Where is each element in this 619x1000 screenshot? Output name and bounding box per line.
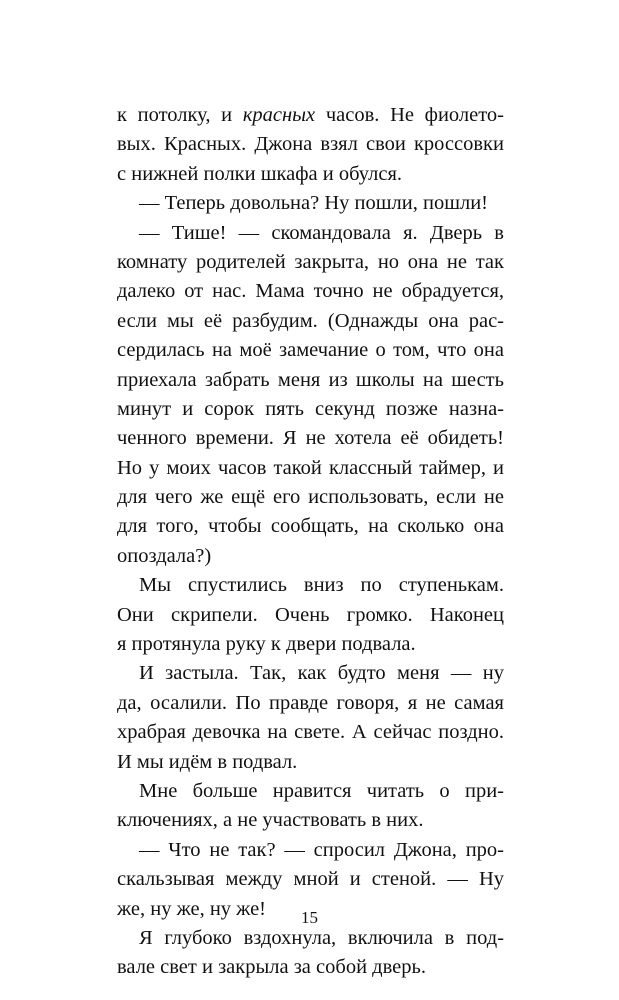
text-line: — Что не так? — спросил Джона, про- — [139, 838, 504, 861]
text-line: приехала забрать меня из школы на шесть — [117, 368, 504, 391]
text-line: Они скрипели. Очень громко. Наконец — [117, 603, 504, 626]
text-line: же, ну же, ну же! — [117, 897, 266, 920]
text-line: вых. Красных. Джона взял свои кроссовки — [117, 133, 504, 156]
text-line: Мне больше нравится читать о при- — [139, 779, 504, 802]
text-line: — Теперь довольна? Ну пошли, пошли! — [139, 192, 489, 215]
text-line: — Тише! — скомандовала я. Дверь в — [139, 221, 504, 244]
text-line: сердилась на моё замечание о том, что она — [117, 339, 504, 362]
page-number: 15 — [301, 908, 318, 927]
text-line: Но у моих часов такой классный таймер, и — [117, 456, 504, 479]
text-line: да, осалили. По правде говоря, я не самая — [117, 691, 504, 714]
text-line: И застыла. Так, как будто меня — ну — [139, 662, 504, 685]
text-line: к потолку, и красных часов. Не фиолето- — [117, 104, 504, 126]
text-line: комнату родителей закрыта, но она не так — [117, 250, 504, 273]
text-line: я протянула руку к двери подвала. — [117, 633, 416, 656]
text-line: Я глубоко вздохнула, включила в под- — [139, 926, 504, 949]
text-line: для чего же ещё его использовать, если не — [117, 486, 504, 509]
text-line: вале свет и закрыла за собой дверь. — [117, 956, 426, 979]
text-line: храбрая девочка на свете. А сейчас поздно. — [117, 721, 504, 744]
text-line: Мы спустились вниз по ступенькам. — [139, 574, 504, 597]
text-line: скальзывая между мной и стеной. — Ну — [117, 868, 504, 891]
text-line: опоздала?) — [117, 544, 212, 567]
text-line: минут и сорок пять секунд позже назна- — [117, 397, 504, 420]
text-line: с нижней полки шкафа и обулся. — [117, 162, 402, 185]
text-line: далеко от нас. Мама точно не обрадуется, — [117, 280, 504, 303]
text-line: ченного времени. Я не хотела её обидеть! — [117, 427, 504, 450]
text-line: если мы её разбудим. (Однажды она рас- — [117, 309, 504, 332]
emphasis-word: красных — [242, 104, 316, 126]
text-line: И мы идём в подвал. — [117, 750, 298, 773]
text-line: для того, чтобы сообщать, на сколько она — [117, 515, 504, 538]
body-text — [117, 101, 504, 983]
text-line: ключениях, а не участвовать в них. — [117, 809, 424, 832]
